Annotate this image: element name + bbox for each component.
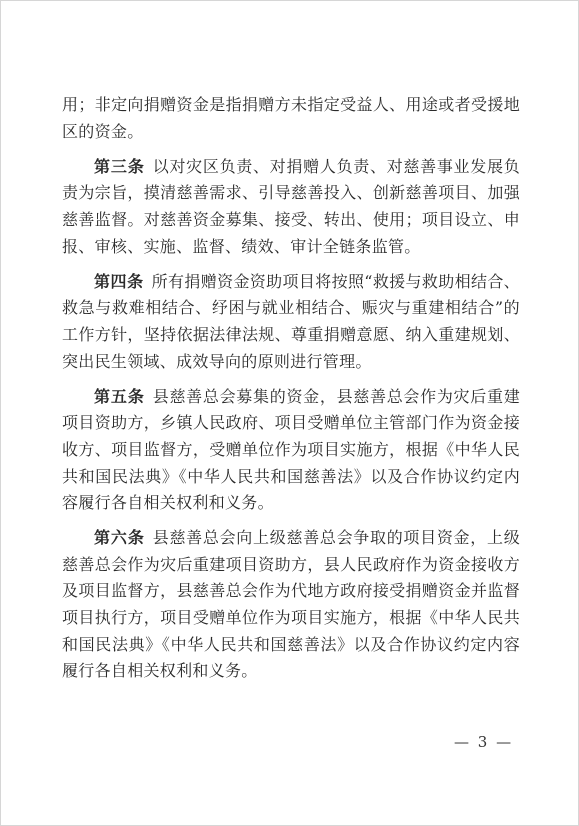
paragraph-text: 所有捐赠资金资助项目将按照“救援与救助相结合、救急与救难相结合、纾困与就业相结合、赈灾与重建相结合”的工作方针，坚持依据法律法规、尊重捐赠意愿、纳入重建规划、突出民生领域、成效导向的原则进行管理。 (62, 271, 520, 371)
paragraph-text: 县慈善总会募集的资金，县慈善总会作为灾后重建项目资助方，乡镇人民政府、项目受赠单位主管部门作为资金接收方、项目监督方，受赠单位作为项目实施方，根据《中华人民共和国民法典》《中华人民共和国慈善法》以及合作协议约定内容履行各自相关权利和义务。 (62, 386, 520, 513)
paragraph-text: 用；非定向捐赠资金是指捐赠方未指定受益人、用途或者受援地区的资金。 (62, 95, 520, 141)
document-body (62, 92, 520, 693)
paragraph-text: 县慈善总会向上级慈善总会争取的项目资金，上级慈善总会作为灾后重建项目资助方，县人民政府作为资金接收方及项目监督方，县慈善总会作为代地方政府接受捐赠资金并监督项目执行方，项目受赠单位作为项目实施方，根据《中华人民共和国民法典》《中华人民共和国慈善法》以及合作协议约定内容履行各自相关权利和义务。 (62, 528, 520, 681)
paragraph-text: 以对灾区负责、对捐赠人负责、对慈善事业发展负责为宗旨，摸清慈善需求、引导慈善投入、创新慈善项目、加强慈善监督。对慈善资金募集、接受、转出、使用；项目设立、申报、审核、实施、监督、绩效、审计全链条监管。 (62, 156, 520, 256)
article-title: 第三条 (94, 156, 145, 176)
paragraph-article-6 (62, 525, 520, 685)
article-title: 第五条 (94, 386, 145, 406)
article-title: 第四条 (94, 271, 144, 291)
paragraph-article-5 (62, 384, 520, 517)
article-title: 第六条 (94, 528, 145, 548)
paragraph-article-4 (62, 269, 520, 375)
paragraph-continuation (62, 92, 520, 145)
page-number: — 3 — (454, 733, 514, 751)
paragraph-article-3 (62, 154, 520, 260)
